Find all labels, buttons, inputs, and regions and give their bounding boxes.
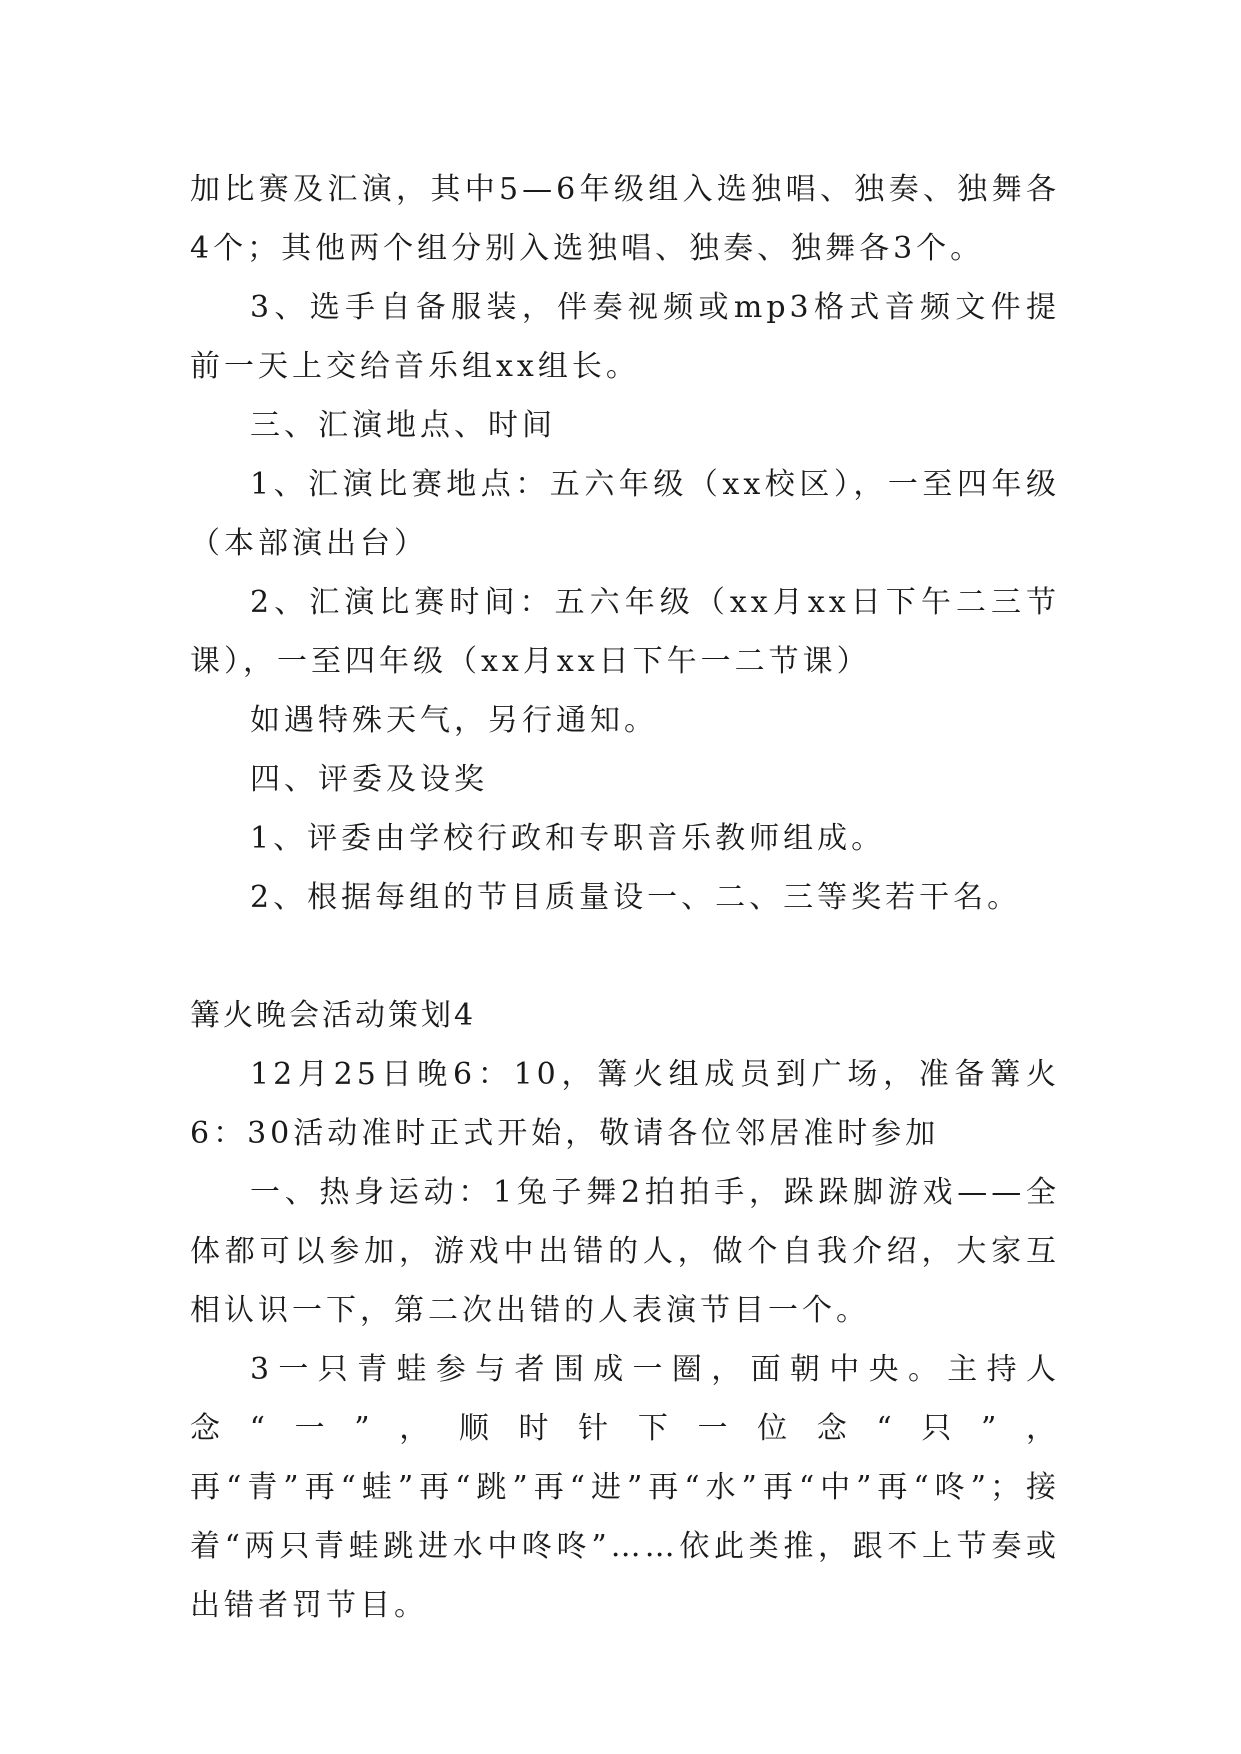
document-body [190, 160, 1060, 1635]
paragraph-warmup: 一、热身运动：1兔子舞2拍拍手，跺跺脚游戏——全体都可以参加，游戏中出错的人，做个自我介绍，大家互相认识一下，第二次出错的人表演节目一个。 [190, 1175, 1060, 1328]
paragraph-costume-note: 3、选手自备服装，伴奏视频或mp3格式音频文件提前一天上交给音乐组xx组长。 [190, 290, 1060, 384]
paragraph-continuation: 加比赛及汇演，其中5—6年级组入选独唱、独奏、独舞各4个；其他两个组分别入选独唱、独奏、独舞各3个。 [190, 172, 1060, 266]
paragraph-schedule: 12月25日晚6：10，篝火组成员到广场，准备篝火6：30活动准时正式开始，敬请各位邻居准时参加 [190, 1057, 1060, 1151]
paragraph-location: 1、汇演比赛地点：五六年级（xx校区），一至四年级（本部演出台） [190, 467, 1060, 561]
paragraph-awards: 2、根据每组的节目质量设一、二、三等奖若干名。 [250, 880, 1022, 915]
heading-location-time: 三、汇演地点、时间 [250, 408, 556, 443]
section-title: 篝火晚会活动策划4 [190, 998, 477, 1033]
paragraph-frog-game: 3一只青蛙参与者围成一圈，面朝中央。主持人念“一”，顺时针下一位念“只”，再“青”再“蛙”再“跳”再“进”再“水”再“中”再“咚”；接着“两只青蛙跳进水中咚咚”……依此类推，跟不上节奏或出错者罚节目。 [190, 1352, 1060, 1623]
section-gap [190, 927, 1060, 986]
paragraph-weather-note: 如遇特殊天气，另行通知。 [250, 703, 658, 738]
paragraph-time: 2、汇演比赛时间：五六年级（xx月xx日下午二三节课），一至四年级（xx月xx日下午一二节课） [190, 585, 1060, 679]
paragraph-judges: 1、评委由学校行政和专职音乐教师组成。 [250, 821, 886, 856]
heading-judges-awards: 四、评委及设奖 [250, 762, 488, 797]
